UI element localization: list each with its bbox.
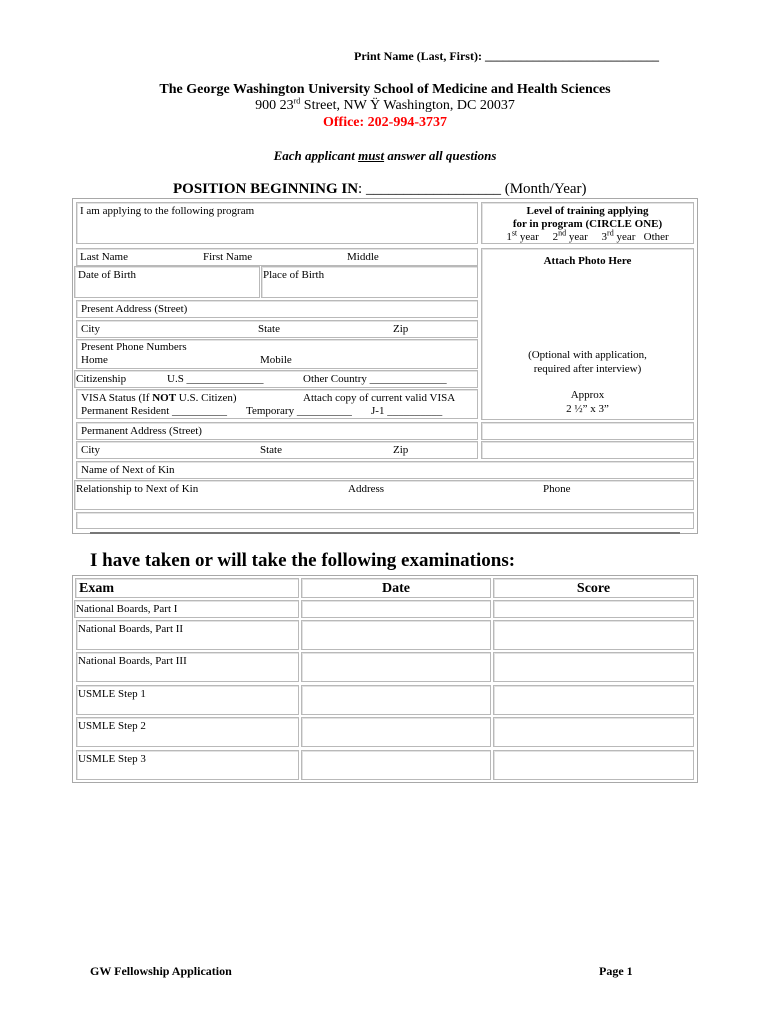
exam-score-field[interactable] <box>493 652 694 682</box>
instruction <box>0 148 770 164</box>
visa-permanent-resident: Permanent Resident __________ <box>81 405 228 417</box>
training-line1: Level of training applying <box>526 205 649 217</box>
exam-row-label: USMLE Step 1 <box>76 685 299 715</box>
visa-label: VISA Status (If NOT U.S. Citizen) <box>81 392 237 404</box>
photo-optional: (Optional with application, <box>528 349 647 361</box>
address-part-2: Street, NW Ÿ Washington, DC 20037 <box>300 98 515 113</box>
kin-relationship-field[interactable] <box>74 480 694 510</box>
permanent-city-state-zip-field[interactable] <box>76 441 478 459</box>
permanent-address-field[interactable] <box>76 422 478 440</box>
footer-title: GW Fellowship Application <box>90 964 232 978</box>
place-of-birth-field[interactable] <box>261 266 478 298</box>
photo-note <box>482 348 693 376</box>
program-field[interactable] <box>76 202 478 244</box>
instruction-pre: Each applicant <box>273 148 359 163</box>
exam-row-label: USMLE Step 3 <box>76 750 299 780</box>
exam-row-label: National Boards, Part II <box>76 620 299 650</box>
date-of-birth-label: Date of Birth <box>78 269 137 281</box>
institution-address <box>0 98 770 114</box>
page-number: Page 1 <box>599 964 633 978</box>
exam-score-field[interactable] <box>493 750 694 780</box>
print-name-row <box>354 49 659 64</box>
position-colon: : <box>358 181 363 197</box>
first-name-label: First Name <box>203 251 253 263</box>
kin-extra-field[interactable] <box>76 512 694 529</box>
visa-j1: J-1 __________ <box>371 405 443 417</box>
print-name-line[interactable]: _____________________________ <box>484 49 659 63</box>
instruction-must: must <box>358 148 385 163</box>
state-label-2: State <box>260 444 282 456</box>
kin-phone-label: Phone <box>543 483 571 495</box>
institution-name: The George Washington University School of Medicine and Health Sciences <box>159 82 611 97</box>
citizenship-us: U.S ______________ <box>167 373 264 385</box>
home-phone-label: Home <box>81 354 108 366</box>
visa-temporary: Temporary __________ <box>246 405 352 417</box>
permanent-city-extra-field[interactable] <box>481 441 694 459</box>
present-address-label: Present Address (Street) <box>81 303 188 315</box>
present-address-field[interactable] <box>76 300 478 318</box>
photo-approx: Approx <box>570 389 605 401</box>
address-part-1: 900 23 <box>255 98 294 113</box>
exam-row-label: National Boards, Part III <box>76 652 299 682</box>
exam-row-label: USMLE Step 2 <box>76 717 299 747</box>
citizenship-field[interactable] <box>74 370 478 388</box>
state-label: State <box>258 323 280 335</box>
training-year-1[interactable]: 1st year <box>506 228 539 243</box>
office-phone: Office: 202-994-3737 <box>322 115 448 130</box>
last-name-label: Last Name <box>80 251 128 263</box>
exam-row-label: National Boards, Part I <box>74 600 299 618</box>
frame-bottom-rule <box>90 532 680 534</box>
zip-label: Zip <box>393 323 409 335</box>
photo-dimensions: 2 ½” x 3” <box>566 403 609 415</box>
next-of-kin-label: Name of Next of Kin <box>81 464 175 476</box>
exam-date-field[interactable] <box>301 600 491 618</box>
training-line2: for in program (CIRCLE ONE) <box>512 218 663 230</box>
exam-date-field[interactable] <box>301 750 491 780</box>
score-column-header: Score <box>493 578 694 598</box>
exam-score-field[interactable] <box>493 717 694 747</box>
training-options <box>482 228 693 244</box>
name-field[interactable] <box>76 248 478 266</box>
photo-size <box>482 388 693 416</box>
training-other[interactable]: Other <box>643 231 669 243</box>
phone-label: Present Phone Numbers <box>81 341 187 353</box>
exam-score-field[interactable] <box>493 600 694 618</box>
position-row <box>173 181 587 198</box>
middle-name-label: Middle <box>347 251 379 263</box>
citizenship-label: Citizenship <box>76 373 127 385</box>
program-label: I am applying to the following program <box>80 205 255 217</box>
training-year-3[interactable]: 3rd year <box>601 228 636 243</box>
city-label-2: City <box>81 444 100 456</box>
permanent-address-label: Permanent Address (Street) <box>81 425 202 437</box>
present-city-state-zip-field[interactable] <box>76 320 478 338</box>
permanent-address-extra-field[interactable] <box>481 422 694 440</box>
exams-heading: I have taken or will take the following examinations: <box>90 550 516 571</box>
city-label: City <box>81 323 100 335</box>
instruction-post: answer all questions <box>384 148 497 163</box>
exam-score-field[interactable] <box>493 620 694 650</box>
position-label: POSITION BEGINNING IN <box>173 181 359 197</box>
phone-field[interactable] <box>76 339 478 369</box>
training-level-field[interactable] <box>481 202 694 244</box>
place-of-birth-label: Place of Birth <box>263 269 325 281</box>
exam-date-field[interactable] <box>301 620 491 650</box>
photo-title: Attach Photo Here <box>543 255 632 267</box>
address-sup: rd <box>293 96 301 106</box>
print-name-label: Print Name (Last, First): <box>354 49 482 63</box>
exam-column-header: Exam <box>75 578 299 598</box>
kin-relationship-label: Relationship to Next of Kin <box>76 483 199 495</box>
exam-date-field[interactable] <box>301 685 491 715</box>
exam-score-field[interactable] <box>493 685 694 715</box>
position-suffix: (Month/Year) <box>504 181 587 197</box>
citizenship-other: Other Country ______________ <box>303 373 447 385</box>
kin-address-label: Address <box>348 483 385 495</box>
date-column-header: Date <box>301 578 491 598</box>
exam-date-field[interactable] <box>301 652 491 682</box>
zip-label-2: Zip <box>393 444 409 456</box>
mobile-phone-label: Mobile <box>260 354 292 366</box>
position-line[interactable]: __________________ <box>365 181 501 197</box>
date-of-birth-field[interactable] <box>74 266 260 298</box>
next-of-kin-field[interactable] <box>76 461 694 479</box>
photo-required: required after interview) <box>533 363 642 375</box>
visa-attach-note: Attach copy of current valid VISA <box>303 392 456 404</box>
exam-date-field[interactable] <box>301 717 491 747</box>
training-year-2[interactable]: 2nd year <box>552 228 588 243</box>
visa-status-field[interactable] <box>76 389 478 419</box>
photo-box[interactable] <box>481 248 694 420</box>
